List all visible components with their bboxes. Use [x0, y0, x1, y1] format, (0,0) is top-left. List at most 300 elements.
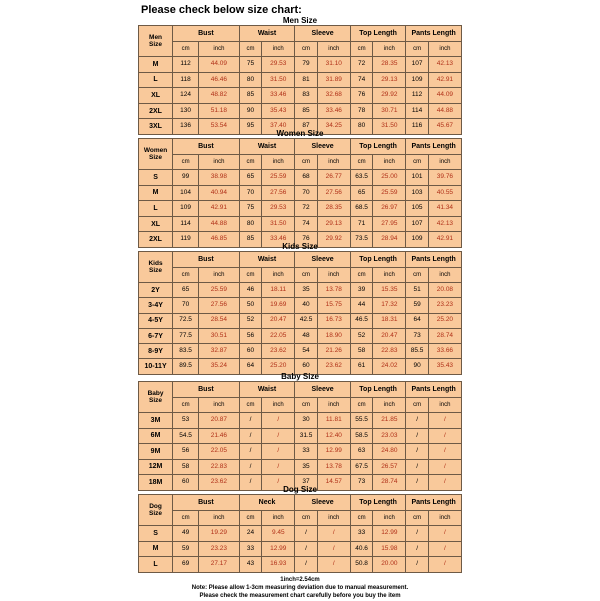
unit-cm-header: cm — [295, 511, 317, 526]
cm-value-cell: 109 — [406, 232, 428, 248]
measure-group-header: Sleeve — [295, 26, 351, 42]
inch-value-cell: 35.24 — [199, 359, 240, 374]
size-name-cell: L — [139, 557, 173, 573]
cm-value-cell: / — [406, 428, 428, 444]
size-label-cell — [139, 382, 173, 413]
size-label-line: Men — [149, 33, 163, 41]
unit-inch-header: inch — [373, 155, 406, 170]
cm-value-cell: 56 — [173, 444, 199, 460]
inch-value-cell: 33.46 — [262, 232, 295, 248]
cm-value-cell: 59 — [173, 541, 199, 557]
inch-value-cell: / — [262, 475, 295, 491]
cm-value-cell: 50.8 — [350, 557, 372, 573]
cm-value-cell: / — [406, 444, 428, 460]
cm-value-cell: 49 — [173, 526, 199, 542]
unit-inch-header: inch — [199, 511, 240, 526]
measure-group-header: Bust — [173, 139, 240, 155]
inch-value-cell: 28.74 — [428, 328, 461, 343]
section-title: Baby Size — [281, 372, 319, 381]
size-name-cell: 8-9Y — [139, 344, 173, 359]
inch-value-cell: / — [262, 428, 295, 444]
cm-value-cell: 118 — [173, 72, 199, 88]
cm-value-cell: / — [406, 526, 428, 542]
inch-value-cell: / — [317, 557, 350, 573]
inch-value-cell: 25.59 — [262, 170, 295, 186]
inch-value-cell: 39.76 — [428, 170, 461, 186]
cm-value-cell: 59 — [406, 298, 428, 313]
cm-value-cell: 107 — [406, 216, 428, 232]
measure-group-header: Top Length — [350, 495, 406, 511]
inch-value-cell: 26.97 — [373, 201, 406, 217]
unit-inch-header: inch — [317, 42, 350, 57]
table-row — [139, 541, 462, 557]
cm-value-cell: 64 — [406, 313, 428, 328]
cm-value-cell: 83.5 — [173, 344, 199, 359]
inch-value-cell: 16.93 — [262, 557, 295, 573]
unit-inch-header: inch — [199, 398, 240, 413]
size-name-cell: S — [139, 170, 173, 186]
cm-value-cell: 105 — [406, 201, 428, 217]
size-name-cell: 6-7Y — [139, 328, 173, 343]
size-name-cell: XL — [139, 216, 173, 232]
cm-value-cell: 33 — [295, 444, 317, 460]
unit-cm-header: cm — [350, 398, 372, 413]
size-name-cell: 2XL — [139, 232, 173, 248]
size-name-cell: 3-4Y — [139, 298, 173, 313]
inch-value-cell: 32.87 — [199, 344, 240, 359]
cm-value-cell: 60 — [239, 344, 261, 359]
inch-value-cell: 23.23 — [428, 298, 461, 313]
inch-value-cell: 40.94 — [199, 185, 240, 201]
inch-value-cell: 46.85 — [199, 232, 240, 248]
inch-value-cell: 42.91 — [199, 201, 240, 217]
table-row — [139, 328, 462, 343]
inch-value-cell: 21.26 — [317, 344, 350, 359]
size-label-cell — [139, 495, 173, 526]
cm-value-cell: 56 — [239, 328, 261, 343]
conversion-note: 1inch=2.54cm — [280, 577, 320, 583]
cm-value-cell: 46 — [239, 283, 261, 298]
inch-value-cell: / — [428, 459, 461, 475]
cm-value-cell: 65 — [173, 283, 199, 298]
section-title: Kids Size — [282, 242, 318, 251]
measure-group-header: Pants Length — [406, 139, 462, 155]
cm-value-cell: 114 — [406, 103, 428, 119]
cm-value-cell: 35 — [295, 283, 317, 298]
unit-inch-header: inch — [262, 398, 295, 413]
inch-value-cell: / — [428, 428, 461, 444]
unit-inch-header: inch — [373, 511, 406, 526]
inch-value-cell: 12.40 — [317, 428, 350, 444]
unit-inch-header: inch — [262, 155, 295, 170]
unit-cm-header: cm — [350, 42, 372, 57]
inch-value-cell: 31.50 — [262, 72, 295, 88]
unit-inch-header: inch — [428, 398, 461, 413]
unit-cm-header: cm — [173, 511, 199, 526]
size-name-cell: 3XL — [139, 119, 173, 135]
inch-value-cell: 18.31 — [373, 313, 406, 328]
size-name-cell: M — [139, 185, 173, 201]
inch-value-cell: 28.54 — [199, 313, 240, 328]
cm-value-cell: 71 — [350, 216, 372, 232]
unit-cm-header: cm — [239, 155, 261, 170]
unit-cm-header: cm — [406, 268, 428, 283]
unit-header-row — [139, 398, 462, 413]
size-label-line: Baby — [147, 389, 164, 397]
cm-value-cell: 79 — [295, 57, 317, 73]
page-title: Please check below size chart: — [141, 4, 302, 16]
cm-value-cell: 99 — [173, 170, 199, 186]
cm-value-cell: 68.5 — [350, 201, 372, 217]
cm-value-cell: / — [295, 541, 317, 557]
cm-value-cell: 58 — [173, 459, 199, 475]
section-title: Women Size — [276, 129, 324, 138]
size-name-cell: M — [139, 541, 173, 557]
cm-value-cell: 80 — [239, 72, 261, 88]
cm-value-cell: 53 — [173, 413, 199, 429]
cm-value-cell: / — [406, 475, 428, 491]
unit-inch-header: inch — [428, 42, 461, 57]
measure-group-header: Top Length — [350, 252, 406, 268]
table-row — [139, 201, 462, 217]
inch-value-cell: 33.46 — [317, 103, 350, 119]
inch-value-cell: 15.75 — [317, 298, 350, 313]
size-table — [138, 138, 462, 248]
inch-value-cell: 23.62 — [262, 344, 295, 359]
cm-value-cell: 80 — [239, 216, 261, 232]
inch-value-cell: 28.94 — [373, 232, 406, 248]
cm-value-cell: 87 — [295, 119, 317, 135]
inch-value-cell: 18.90 — [317, 328, 350, 343]
unit-cm-header: cm — [350, 155, 372, 170]
cm-value-cell: 61 — [350, 359, 372, 374]
measure-group-header: Pants Length — [406, 495, 462, 511]
cm-value-cell: 107 — [406, 57, 428, 73]
inch-value-cell: / — [317, 526, 350, 542]
cm-value-cell: 70 — [239, 185, 261, 201]
cm-value-cell: / — [406, 413, 428, 429]
size-label-line: Size — [149, 41, 163, 48]
inch-value-cell: 21.46 — [199, 428, 240, 444]
inch-value-cell: 41.34 — [428, 201, 461, 217]
inch-value-cell: 23.03 — [373, 428, 406, 444]
group-header-row — [139, 139, 462, 155]
cm-value-cell: 109 — [406, 72, 428, 88]
unit-inch-header: inch — [199, 268, 240, 283]
cm-value-cell: 46.5 — [350, 313, 372, 328]
inch-value-cell: 15.35 — [373, 283, 406, 298]
unit-header-row — [139, 155, 462, 170]
cm-value-cell: 54 — [295, 344, 317, 359]
size-name-cell: S — [139, 526, 173, 542]
group-header-row — [139, 382, 462, 398]
cm-value-cell: / — [239, 428, 261, 444]
measure-group-header: Sleeve — [295, 252, 351, 268]
table-row — [139, 344, 462, 359]
size-name-cell: 10-11Y — [139, 359, 173, 374]
measure-group-header: Pants Length — [406, 382, 462, 398]
inch-value-cell: 16.73 — [317, 313, 350, 328]
unit-cm-header: cm — [295, 398, 317, 413]
cm-value-cell: 124 — [173, 88, 199, 104]
cm-value-cell: 35 — [295, 459, 317, 475]
cm-value-cell: 70 — [173, 298, 199, 313]
cm-value-cell: 104 — [173, 185, 199, 201]
table-row — [139, 313, 462, 328]
unit-cm-header: cm — [406, 398, 428, 413]
cm-value-cell: 52 — [350, 328, 372, 343]
size-table — [138, 494, 462, 573]
size-label-line: Size — [149, 397, 163, 404]
table-row — [139, 526, 462, 542]
cm-value-cell: / — [239, 413, 261, 429]
cm-value-cell: 69 — [173, 557, 199, 573]
unit-cm-header: cm — [239, 511, 261, 526]
measure-group-header: Top Length — [350, 26, 406, 42]
measure-group-header: Top Length — [350, 139, 406, 155]
cm-value-cell: 44 — [350, 298, 372, 313]
table-row — [139, 459, 462, 475]
unit-cm-header: cm — [239, 398, 261, 413]
size-label-line: Size — [149, 510, 163, 517]
measure-group-header: Sleeve — [295, 139, 351, 155]
unit-header-row — [139, 42, 462, 57]
unit-inch-header: inch — [262, 42, 295, 57]
inch-value-cell: 11.81 — [317, 413, 350, 429]
cm-value-cell: 65 — [350, 185, 372, 201]
table-row — [139, 283, 462, 298]
measure-group-header: Waist — [239, 382, 295, 398]
unit-inch-header: inch — [428, 155, 461, 170]
cm-value-cell: 114 — [173, 216, 199, 232]
unit-inch-header: inch — [317, 155, 350, 170]
inch-value-cell: 13.78 — [317, 459, 350, 475]
size-name-cell: M — [139, 57, 173, 73]
size-name-cell: 3M — [139, 413, 173, 429]
unit-inch-header: inch — [373, 268, 406, 283]
cm-value-cell: 112 — [173, 57, 199, 73]
table-row — [139, 413, 462, 429]
inch-value-cell: / — [428, 541, 461, 557]
cm-value-cell: 42.5 — [295, 313, 317, 328]
inch-value-cell: 20.00 — [373, 557, 406, 573]
unit-inch-header: inch — [262, 511, 295, 526]
size-label-cell — [139, 252, 173, 283]
inch-value-cell: 28.35 — [317, 201, 350, 217]
measure-group-header: Bust — [173, 495, 240, 511]
table-row — [139, 88, 462, 104]
size-name-cell: 9M — [139, 444, 173, 460]
size-label-cell — [139, 26, 173, 57]
inch-value-cell: 29.13 — [317, 216, 350, 232]
measure-group-header: Top Length — [350, 382, 406, 398]
cm-value-cell: 70 — [295, 185, 317, 201]
section-title: Men Size — [282, 16, 318, 25]
unit-cm-header: cm — [173, 398, 199, 413]
inch-value-cell: / — [428, 413, 461, 429]
inch-value-cell: / — [428, 444, 461, 460]
group-header-row — [139, 495, 462, 511]
cm-value-cell: 95 — [239, 119, 261, 135]
size-label-line: Size — [149, 267, 163, 274]
inch-value-cell: / — [262, 413, 295, 429]
cm-value-cell: 43 — [239, 557, 261, 573]
cm-value-cell: 72 — [350, 57, 372, 73]
cm-value-cell: 77.5 — [173, 328, 199, 343]
inch-value-cell: 14.57 — [317, 475, 350, 491]
inch-value-cell: 26.77 — [317, 170, 350, 186]
unit-header-row — [139, 511, 462, 526]
inch-value-cell: 29.92 — [373, 88, 406, 104]
inch-value-cell: 22.05 — [262, 328, 295, 343]
measure-group-header: Waist — [239, 26, 295, 42]
size-name-cell: 4-5Y — [139, 313, 173, 328]
measure-group-header: Pants Length — [406, 252, 462, 268]
size-label-line: Kids — [148, 259, 163, 267]
inch-value-cell: 25.20 — [262, 359, 295, 374]
cm-value-cell: 64 — [239, 359, 261, 374]
inch-value-cell: 17.32 — [373, 298, 406, 313]
inch-value-cell: 24.80 — [373, 444, 406, 460]
cm-value-cell: 136 — [173, 119, 199, 135]
cm-value-cell: 116 — [406, 119, 428, 135]
cm-value-cell: 48 — [295, 328, 317, 343]
size-table — [138, 251, 462, 375]
inch-value-cell: 21.85 — [373, 413, 406, 429]
unit-inch-header: inch — [428, 268, 461, 283]
cm-value-cell: 75 — [239, 201, 261, 217]
cm-value-cell: 81 — [295, 72, 317, 88]
unit-inch-header: inch — [262, 268, 295, 283]
cm-value-cell: 50 — [239, 298, 261, 313]
cm-value-cell: 58 — [350, 344, 372, 359]
inch-value-cell: 27.56 — [317, 185, 350, 201]
cm-value-cell: / — [406, 459, 428, 475]
cm-value-cell: 63 — [350, 444, 372, 460]
unit-header-row — [139, 268, 462, 283]
inch-value-cell: 37.40 — [262, 119, 295, 135]
inch-value-cell: 40.55 — [428, 185, 461, 201]
unit-cm-header: cm — [406, 155, 428, 170]
cm-value-cell: 74 — [295, 216, 317, 232]
inch-value-cell: / — [262, 444, 295, 460]
cm-value-cell: 37 — [295, 475, 317, 491]
cm-value-cell: 33 — [239, 541, 261, 557]
unit-cm-header: cm — [350, 511, 372, 526]
check-note: Please check the measurement chart carefully before you buy the item — [199, 593, 401, 599]
cm-value-cell: 58.5 — [350, 428, 372, 444]
inch-value-cell: 20.47 — [373, 328, 406, 343]
inch-value-cell: 20.08 — [428, 283, 461, 298]
cm-value-cell: 85 — [295, 103, 317, 119]
measure-group-header: Sleeve — [295, 382, 351, 398]
size-name-cell: 12M — [139, 459, 173, 475]
inch-value-cell: 27.95 — [373, 216, 406, 232]
inch-value-cell: 9.45 — [262, 526, 295, 542]
inch-value-cell: 29.53 — [262, 57, 295, 73]
cm-value-cell: 55.5 — [350, 413, 372, 429]
unit-cm-header: cm — [239, 268, 261, 283]
inch-value-cell: 33.46 — [262, 88, 295, 104]
size-name-cell: 18M — [139, 475, 173, 491]
cm-value-cell: 89.5 — [173, 359, 199, 374]
table-row — [139, 72, 462, 88]
cm-value-cell: 90 — [406, 359, 428, 374]
cm-value-cell: 83 — [295, 88, 317, 104]
cm-value-cell: 85.5 — [406, 344, 428, 359]
inch-value-cell: 42.13 — [428, 216, 461, 232]
cm-value-cell: 60 — [295, 359, 317, 374]
cm-value-cell: 40 — [295, 298, 317, 313]
cm-value-cell: / — [295, 557, 317, 573]
inch-value-cell: 44.09 — [428, 88, 461, 104]
inch-value-cell: 48.82 — [199, 88, 240, 104]
group-header-row — [139, 26, 462, 42]
cm-value-cell: 72 — [295, 201, 317, 217]
unit-inch-header: inch — [199, 155, 240, 170]
cm-value-cell: 78 — [350, 103, 372, 119]
inch-value-cell: 12.99 — [262, 541, 295, 557]
measure-group-header: Waist — [239, 139, 295, 155]
inch-value-cell: 28.35 — [373, 57, 406, 73]
table-row — [139, 444, 462, 460]
inch-value-cell: 24.02 — [373, 359, 406, 374]
inch-value-cell: 20.87 — [199, 413, 240, 429]
inch-value-cell: 31.50 — [262, 216, 295, 232]
size-table — [138, 25, 462, 135]
cm-value-cell: 65 — [239, 170, 261, 186]
inch-value-cell: 12.99 — [317, 444, 350, 460]
size-name-cell: 6M — [139, 428, 173, 444]
cm-value-cell: 80 — [350, 119, 372, 135]
inch-value-cell: 44.88 — [428, 103, 461, 119]
inch-value-cell: 23.62 — [317, 359, 350, 374]
inch-value-cell: 19.29 — [199, 526, 240, 542]
inch-value-cell: 42.91 — [428, 232, 461, 248]
inch-value-cell: 34.25 — [317, 119, 350, 135]
measure-group-header: Pants Length — [406, 26, 462, 42]
inch-value-cell: 18.11 — [262, 283, 295, 298]
inch-value-cell: 33.66 — [428, 344, 461, 359]
size-name-cell: L — [139, 201, 173, 217]
measure-group-header: Bust — [173, 26, 240, 42]
group-header-row — [139, 252, 462, 268]
inch-value-cell: / — [428, 557, 461, 573]
inch-value-cell: 25.59 — [199, 283, 240, 298]
cm-value-cell: / — [239, 444, 261, 460]
inch-value-cell: 45.67 — [428, 119, 461, 135]
size-name-cell: 2XL — [139, 103, 173, 119]
cm-value-cell: 90 — [239, 103, 261, 119]
inch-value-cell: / — [428, 475, 461, 491]
cm-value-cell: 51 — [406, 283, 428, 298]
unit-cm-header: cm — [295, 42, 317, 57]
size-label-cell — [139, 139, 173, 170]
inch-value-cell: 26.57 — [373, 459, 406, 475]
cm-value-cell: 130 — [173, 103, 199, 119]
unit-inch-header: inch — [199, 42, 240, 57]
inch-value-cell: 23.62 — [199, 475, 240, 491]
cm-value-cell: 85 — [239, 232, 261, 248]
cm-value-cell: 54.5 — [173, 428, 199, 444]
table-row — [139, 428, 462, 444]
inch-value-cell: 23.23 — [199, 541, 240, 557]
table-row — [139, 170, 462, 186]
cm-value-cell: 72.5 — [173, 313, 199, 328]
cm-value-cell: 67.5 — [350, 459, 372, 475]
cm-value-cell: / — [239, 459, 261, 475]
inch-value-cell: 25.20 — [428, 313, 461, 328]
